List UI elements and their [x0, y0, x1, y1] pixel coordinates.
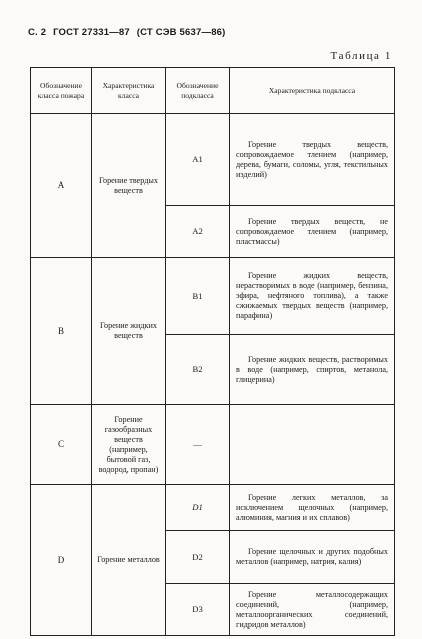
- table-row: [31, 114, 395, 206]
- subclass-description-a2: Горение твердых веществ, не сопровождаемое тлением (например, пластмассы): [230, 206, 395, 258]
- table-caption: Таблица 1: [330, 50, 392, 62]
- subclass-description-d2: Горение щелочных и других подобных металлов (например, натрия, калия): [230, 531, 395, 584]
- class-code-b: B: [31, 258, 92, 405]
- subclass-description-d1: Горение легких металлов, за исключением щелочных (например, алюминия, магния и их сплавов): [230, 485, 395, 531]
- subclass-description-b1: Горение жидких веществ, нерастворимых в воде (например, бензина, эфира, нефтяного топлива), а также сжижаемых твердых веществ (например, парафина): [230, 258, 395, 335]
- class-characteristic-a: Горение твердых веществ: [92, 114, 166, 258]
- subclass-code-d2: D2: [166, 531, 230, 584]
- class-code-a: A: [31, 114, 92, 258]
- class-characteristic-c: Горение газообразных веществ (например, бытовой газ, водород, пропан): [92, 405, 166, 485]
- standard-number: ГОСТ 27331—87: [53, 27, 130, 38]
- subclass-code-a1: A1: [166, 114, 230, 206]
- class-characteristic-b: Горение жидких веществ: [92, 258, 166, 405]
- column-header-subclass-code: Обозначение подкласса: [166, 68, 230, 114]
- subclass-code-a2: A2: [166, 206, 230, 258]
- subclass-code-d1: D1: [166, 485, 230, 531]
- class-code-d: D: [31, 485, 92, 636]
- column-header-class-code: Обозначение класса пожара: [31, 68, 92, 114]
- subclass-code-b1: B1: [166, 258, 230, 335]
- subclass-description-d3: Горение металлосодержащих соединений, (например, металлоорганических соединений, гидридов металлов): [230, 584, 395, 636]
- table-row: [31, 258, 395, 335]
- subclass-code-c-none: —: [166, 405, 230, 485]
- subclass-description-b2: Горение жидких веществ, растворимых в воде (например, спиртов, метанола, глицерина): [230, 335, 395, 405]
- table-header-row: [31, 68, 395, 114]
- subclass-description-a1: Горение твердых веществ, сопровождаемое тлением (например, дерева, бумаги, соломы, угля, текстильных изделий): [230, 114, 395, 206]
- column-header-class-characteristic: Характеристика класса: [92, 68, 166, 114]
- standard-reference: (СТ СЭВ 5637—86): [136, 27, 226, 38]
- class-characteristic-d: Горение металлов: [92, 485, 166, 636]
- column-header-subclass-characteristic: Характеристика подкласса: [230, 68, 395, 114]
- page-header: [28, 27, 230, 38]
- class-code-c: C: [31, 405, 92, 485]
- subclass-code-b2: B2: [166, 335, 230, 405]
- table-row: [31, 405, 395, 485]
- subclass-code-d3: D3: [166, 584, 230, 636]
- fire-class-table: [30, 67, 395, 636]
- table-row: [31, 485, 395, 531]
- subclass-description-c-empty: [230, 405, 395, 485]
- page-number: С. 2: [28, 27, 47, 38]
